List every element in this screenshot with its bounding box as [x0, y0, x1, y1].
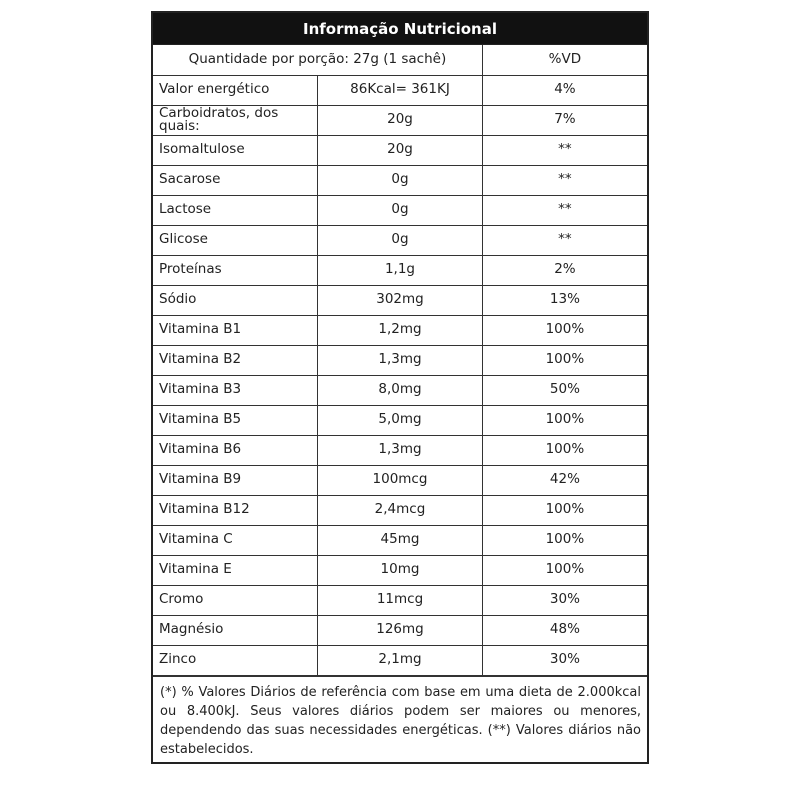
nutrient-name: Cromo	[153, 585, 318, 615]
nutrient-row	[153, 255, 647, 285]
nutrient-row	[153, 645, 647, 675]
nutrient-row	[153, 285, 647, 315]
nutrient-name: Carboidratos, dos quais:	[153, 105, 318, 135]
nutrient-name: Zinco	[153, 645, 318, 675]
nutrient-amount: 2,4mcg	[318, 495, 483, 525]
nutrient-amount: 2,1mg	[318, 645, 483, 675]
nutrient-row	[153, 165, 647, 195]
nutrient-name: Vitamina C	[153, 525, 318, 555]
nutrient-name: Sacarose	[153, 165, 318, 195]
nutrient-daily-value: 50%	[482, 375, 647, 405]
nutrient-name: Vitamina B9	[153, 465, 318, 495]
nutrient-daily-value: 100%	[482, 525, 647, 555]
nutrient-name: Vitamina B2	[153, 345, 318, 375]
nutrient-daily-value: **	[482, 165, 647, 195]
nutrient-amount: 86Kcal= 361KJ	[318, 75, 483, 105]
nutrient-amount: 20g	[318, 135, 483, 165]
nutrient-amount: 10mg	[318, 555, 483, 585]
nutrition-table-body	[153, 45, 647, 675]
nutrient-name: Vitamina B5	[153, 405, 318, 435]
nutrient-daily-value: 100%	[482, 315, 647, 345]
nutrient-daily-value: 42%	[482, 465, 647, 495]
nutrient-amount: 1,3mg	[318, 435, 483, 465]
nutrient-daily-value: 100%	[482, 435, 647, 465]
nutrient-amount: 1,2mg	[318, 315, 483, 345]
nutrient-amount: 1,1g	[318, 255, 483, 285]
nutrient-row	[153, 75, 647, 105]
nutrient-name: Vitamina E	[153, 555, 318, 585]
nutrient-row	[153, 525, 647, 555]
nutrient-amount: 0g	[318, 165, 483, 195]
nutrient-row	[153, 345, 647, 375]
nutrient-row	[153, 435, 647, 465]
nutrient-daily-value: 100%	[482, 555, 647, 585]
nutrient-amount: 1,3mg	[318, 345, 483, 375]
nutrient-row	[153, 315, 647, 345]
nutrient-amount: 11mcg	[318, 585, 483, 615]
nutrient-daily-value: **	[482, 135, 647, 165]
nutrient-daily-value: 100%	[482, 405, 647, 435]
nutrition-title: Informação Nutricional	[153, 13, 647, 45]
nutrient-amount: 302mg	[318, 285, 483, 315]
nutrition-facts-panel	[151, 11, 649, 764]
nutrient-row	[153, 375, 647, 405]
nutrient-name: Vitamina B1	[153, 315, 318, 345]
nutrient-amount: 45mg	[318, 525, 483, 555]
nutrient-row	[153, 465, 647, 495]
serving-size-label: Quantidade por porção: 27g (1 sachê)	[153, 45, 482, 75]
serving-header-row	[153, 45, 647, 75]
nutrient-name: Vitamina B3	[153, 375, 318, 405]
nutrient-row	[153, 615, 647, 645]
nutrient-amount: 100mcg	[318, 465, 483, 495]
nutrient-daily-value: 2%	[482, 255, 647, 285]
nutrient-amount: 20g	[318, 105, 483, 135]
nutrient-daily-value: 30%	[482, 645, 647, 675]
nutrient-name: Vitamina B12	[153, 495, 318, 525]
nutrient-name: Sódio	[153, 285, 318, 315]
nutrient-name: Magnésio	[153, 615, 318, 645]
nutrient-daily-value: 4%	[482, 75, 647, 105]
footnote-text: (*) % Valores Diários de referência com base em uma dieta de 2.000kcal ou 8.400kJ. Seus valores diários podem ser maiores ou menores, dependendo das suas necessidades energéticas. (**) Valores diários não estabelecidos.	[153, 676, 647, 762]
nutrient-row	[153, 555, 647, 585]
nutrient-row	[153, 135, 647, 165]
nutrient-name: Proteínas	[153, 255, 318, 285]
nutrient-amount: 5,0mg	[318, 405, 483, 435]
nutrient-row	[153, 495, 647, 525]
nutrient-daily-value: 100%	[482, 345, 647, 375]
nutrient-name: Glicose	[153, 225, 318, 255]
nutrient-amount: 126mg	[318, 615, 483, 645]
nutrient-name: Vitamina B6	[153, 435, 318, 465]
nutrient-row	[153, 105, 647, 135]
nutrient-daily-value: **	[482, 225, 647, 255]
dv-column-header: %VD	[482, 45, 647, 75]
nutrient-daily-value: 48%	[482, 615, 647, 645]
nutrient-daily-value: 30%	[482, 585, 647, 615]
nutrient-daily-value: 100%	[482, 495, 647, 525]
nutrient-name: Isomaltulose	[153, 135, 318, 165]
nutrient-row	[153, 195, 647, 225]
nutrient-daily-value: 13%	[482, 285, 647, 315]
nutrient-row	[153, 585, 647, 615]
nutrient-row	[153, 225, 647, 255]
nutrient-name: Valor energético	[153, 75, 318, 105]
nutrient-name: Lactose	[153, 195, 318, 225]
nutrient-amount: 0g	[318, 195, 483, 225]
nutrition-table	[153, 45, 647, 676]
nutrient-amount: 0g	[318, 225, 483, 255]
nutrient-row	[153, 405, 647, 435]
nutrient-daily-value: 7%	[482, 105, 647, 135]
nutrient-amount: 8,0mg	[318, 375, 483, 405]
nutrient-daily-value: **	[482, 195, 647, 225]
